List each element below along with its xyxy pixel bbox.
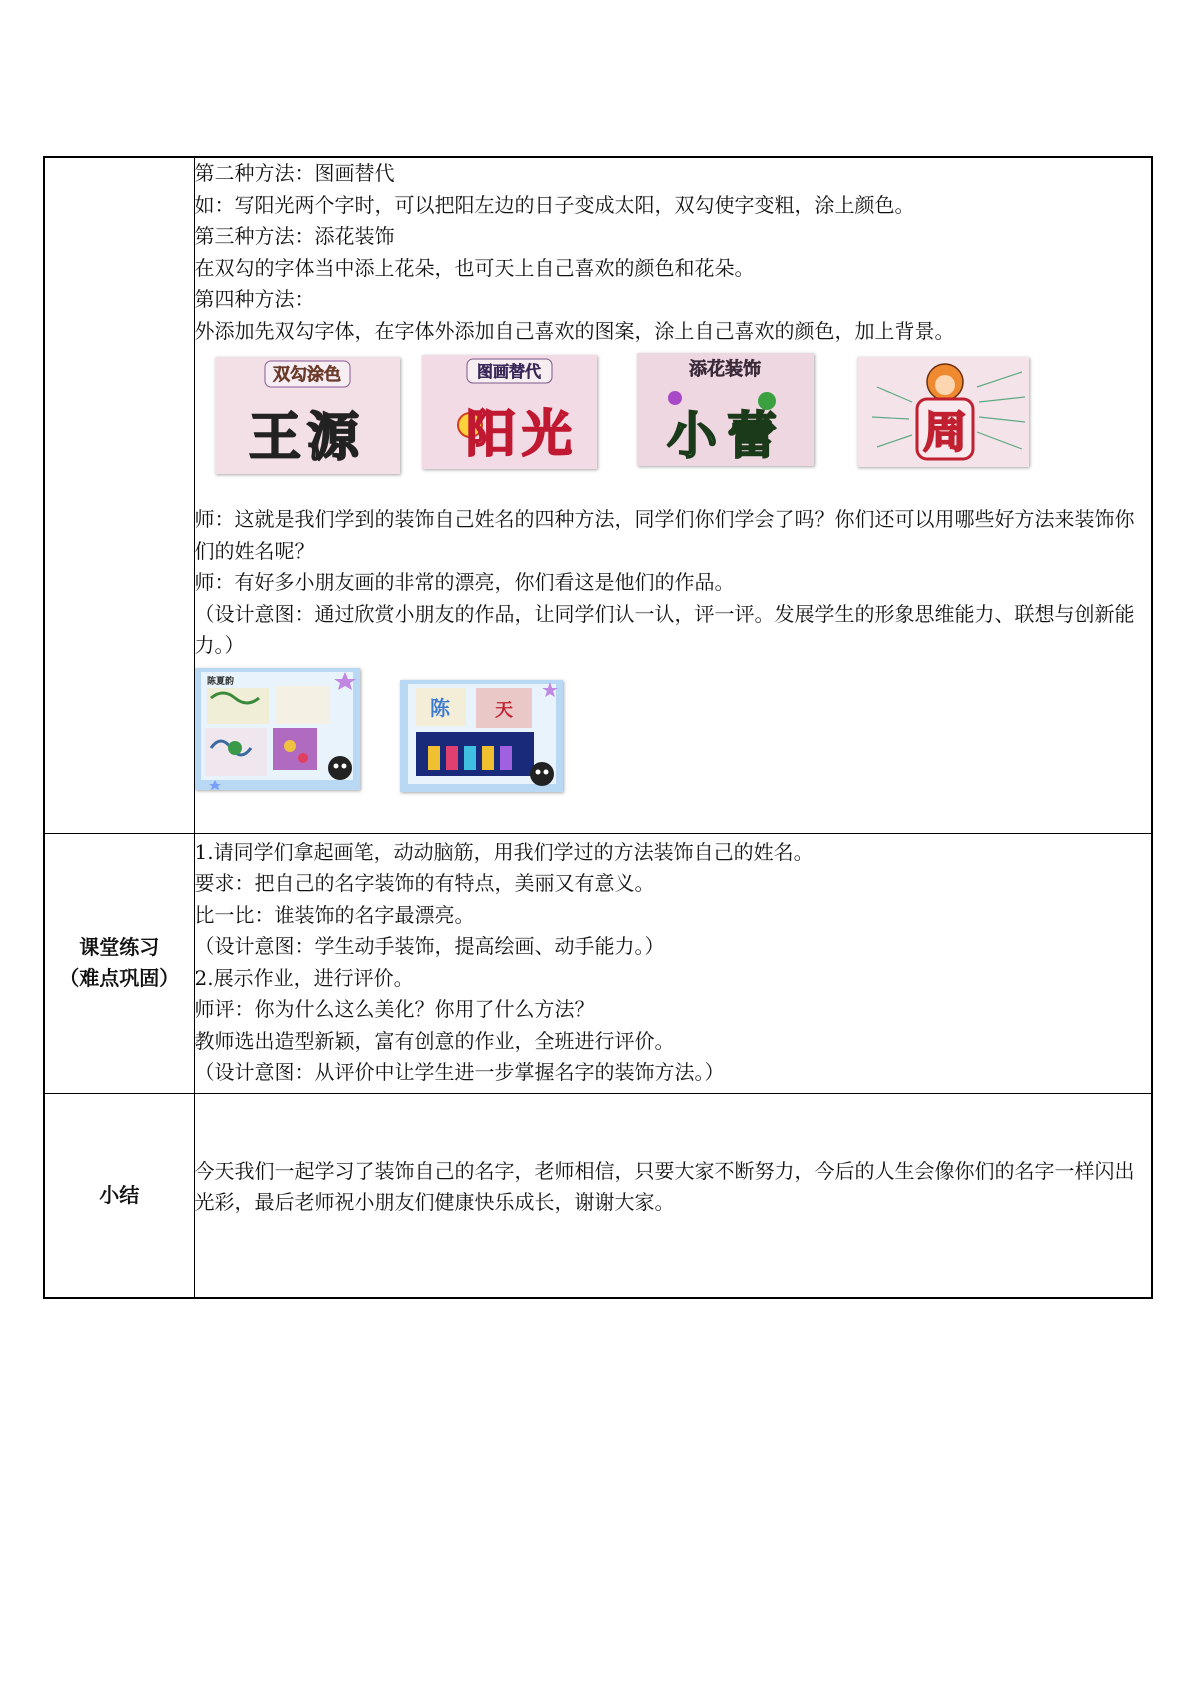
practice-sublabel: （难点巩固） <box>59 966 180 990</box>
practice-row <box>44 833 1152 1093</box>
practice-line-2: 要求：把自己的名字装饰的有特点，美丽又有意义。 <box>194 871 655 895</box>
summary-row <box>44 1093 1152 1298</box>
method4-desc: 外添加先双勾字体，在字体外添加自己喜欢的图案，涂上自己喜欢的颜色，加上背景。 <box>194 318 955 343</box>
example2-chars: 阳光 <box>465 405 578 463</box>
practice-label: 课堂练习 <box>79 935 160 959</box>
slide1-caption: 陈夏韵 <box>206 676 234 687</box>
svg-text:陈: 陈 <box>429 695 450 720</box>
method3-title: 第三种方法：添花装饰 <box>194 224 395 248</box>
practice-line-7: 教师选出造型新颖，富有创意的作业，全班进行评价。 <box>194 1028 675 1053</box>
student-works-slide-2 <box>400 680 563 792</box>
summary-content <box>194 1093 1152 1298</box>
summary-label: 小结 <box>99 1182 140 1207</box>
lesson-plan-table <box>43 156 1153 1299</box>
example-images-row <box>195 353 1152 478</box>
teacher-summary-text: 师：这就是我们学到的装饰自己姓名的四种方法，同学们你们学会了吗？你们还可以用哪些好方法来装饰你们的姓名呢？ <box>194 507 1135 563</box>
method3-desc: 在双勾的字体当中添上花朵，也可天上自己喜欢的颜色和花朵。 <box>194 255 755 280</box>
method2-title: 第二种方法：图画替代 <box>194 161 395 185</box>
example2-banner: 图画替代 <box>476 362 541 381</box>
example3-banner: 添花装饰 <box>688 359 761 380</box>
practice-line-1: 1.请同学们拿起画笔，动动脑筋，用我们学过的方法装饰自己的姓名。 <box>194 839 814 864</box>
methods-content <box>194 157 1152 833</box>
student-works-row <box>195 668 1152 793</box>
example3-chars: 小蕾 <box>666 407 787 465</box>
practice-line-4: （设计意图：学生动手装饰，提高绘画、动手能力。） <box>194 934 665 958</box>
practice-label-cell <box>44 833 194 1093</box>
example1-banner: 双勾涂色 <box>272 365 341 385</box>
empty-label-cell <box>44 157 194 833</box>
practice-content <box>194 833 1152 1093</box>
practice-line-5: 2.展示作业，进行评价。 <box>194 965 414 990</box>
teacher-showcase-text: 师：有好多小朋友画的非常的漂亮，你们看这是他们的作品。 <box>194 570 735 594</box>
practice-line-6: 师评：你为什么这么美化？你用了什么方法？ <box>194 997 595 1021</box>
example-image-picture-replace <box>422 355 597 469</box>
example-image-outside-decoration <box>857 357 1029 467</box>
example-image-double-outline <box>215 357 400 474</box>
svg-text:天: 天 <box>494 699 513 721</box>
example-image-flower-decoration <box>637 353 814 466</box>
practice-line-3: 比一比：谁装饰的名字最漂亮。 <box>194 902 475 927</box>
method4-title: 第四种方法： <box>194 287 315 311</box>
student-works-slide-1 <box>195 668 360 790</box>
summary-text: 今天我们一起学习了装饰自己的名字，老师相信，只要大家不断努力，今后的人生会像你们的名字一样闪出光彩，最后老师祝小朋友们健康快乐成长，谢谢大家。 <box>194 1158 1135 1214</box>
practice-line-8: （设计意图：从评价中让学生进一步掌握名字的装饰方法。） <box>194 1060 725 1084</box>
design-intent-1: （设计意图：通过欣赏小朋友的作品，让同学们认一认，评一评。发展学生的形象思维能力、联想与创新能力。） <box>194 601 1135 657</box>
summary-label-cell <box>44 1093 194 1298</box>
example4-chars: 周 <box>922 407 967 458</box>
method2-desc: 如：写阳光两个字时，可以把阳左边的日子变成太阳，双勾使字变粗，涂上颜色。 <box>194 192 915 217</box>
methods-row <box>44 157 1152 833</box>
example1-chars: 王源 <box>248 408 365 468</box>
